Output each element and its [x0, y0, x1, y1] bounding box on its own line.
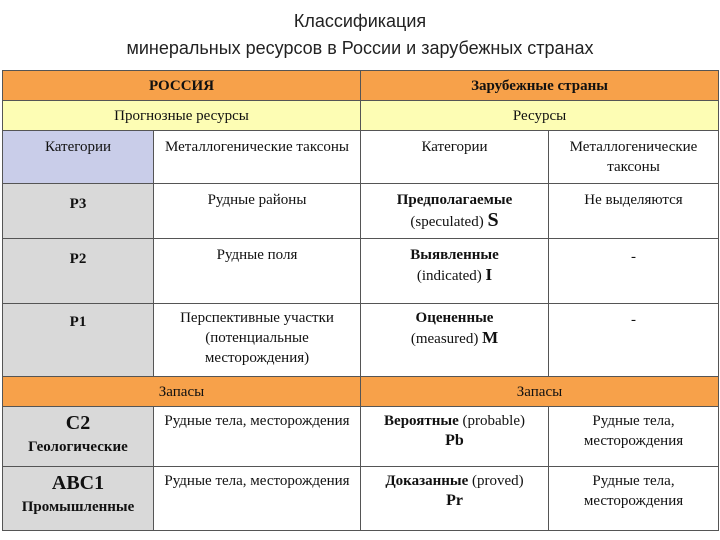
col-ru-taxa: Металлогенические таксоны: [154, 131, 361, 184]
foreign-category-pr: [361, 467, 549, 531]
fr-taxon-pb: Рудные тела, месторождения: [549, 407, 719, 467]
title-line-1: Классификация: [293, 11, 427, 31]
taxon-p1: Перспективные участки (потенциальные месторождения): [154, 304, 361, 377]
fr-taxon-m: -: [549, 304, 719, 377]
fr-code-i: I: [485, 265, 493, 284]
fr-taxon-i: -: [549, 239, 719, 304]
col-fr-category: Категории: [361, 131, 549, 184]
foreign-category-s: [361, 184, 549, 239]
foreign-category-m: [361, 304, 549, 377]
fr-eng-m: (measured): [410, 331, 479, 347]
reserves-ru-label: Запасы: [3, 377, 361, 407]
fr-eng-pr: (proved): [472, 473, 524, 489]
col-fr-taxa: Металлогенические таксоны: [549, 131, 719, 184]
foreign-category-i: [361, 239, 549, 304]
code-c2-cell: [3, 407, 154, 467]
header-foreign: Зарубежные страны: [361, 71, 719, 101]
taxon-abc1: Рудные тела, месторождения: [154, 467, 361, 531]
fr-code-m: M: [482, 328, 499, 347]
header-resources: Ресурсы: [361, 101, 719, 131]
code-c2: С2: [65, 412, 91, 434]
code-p3: Р3: [3, 184, 154, 239]
code-p1: Р1: [3, 304, 154, 377]
fr-eng-i: (indicated): [416, 268, 482, 284]
reserves-fr-label: Запасы: [361, 377, 719, 407]
page-title: [0, 8, 720, 62]
fr-name-i: Выявленные: [410, 247, 499, 263]
table-row-p2: [3, 239, 719, 304]
taxon-p3: Рудные районы: [154, 184, 361, 239]
fr-taxon-s: Не выделяются: [549, 184, 719, 239]
table-row-p1: [3, 304, 719, 377]
table-row-p3: [3, 184, 719, 239]
fr-name-pr: Доказанные: [385, 473, 469, 489]
col-ru-category: Категории: [3, 131, 154, 184]
foreign-category-pb: [361, 407, 549, 467]
fr-code-pr: Pr: [446, 492, 463, 509]
taxon-p2: Рудные поля: [154, 239, 361, 304]
fr-name-m: Оцененные: [415, 310, 494, 326]
fr-eng-pb: (probable): [462, 413, 525, 429]
fr-code-pb: Pb: [445, 432, 464, 449]
taxon-c2: Рудные тела, месторождения: [154, 407, 361, 467]
fr-name-pb: Вероятные: [384, 413, 459, 429]
fr-name-s: Предполагаемые: [396, 192, 513, 208]
header-forecast-resources: Прогнозные ресурсы: [3, 101, 361, 131]
table-row-abc1: [3, 467, 719, 531]
sub-abc1: Промышленные: [21, 499, 135, 515]
table-row-c2: [3, 407, 719, 467]
code-p2: Р2: [3, 239, 154, 304]
sub-c2: Геологические: [28, 439, 128, 455]
fr-code-s: S: [487, 209, 499, 231]
fr-eng-s: (speculated): [410, 214, 484, 230]
header-russia: РОССИЯ: [3, 71, 361, 101]
code-abc1: АВС1: [51, 472, 105, 494]
code-abc1-cell: [3, 467, 154, 531]
fr-taxon-pr: Рудные тела, месторождения: [549, 467, 719, 531]
title-line-2: минеральных ресурсов в России и зарубежных странах: [126, 38, 594, 58]
classification-table: [2, 70, 719, 531]
